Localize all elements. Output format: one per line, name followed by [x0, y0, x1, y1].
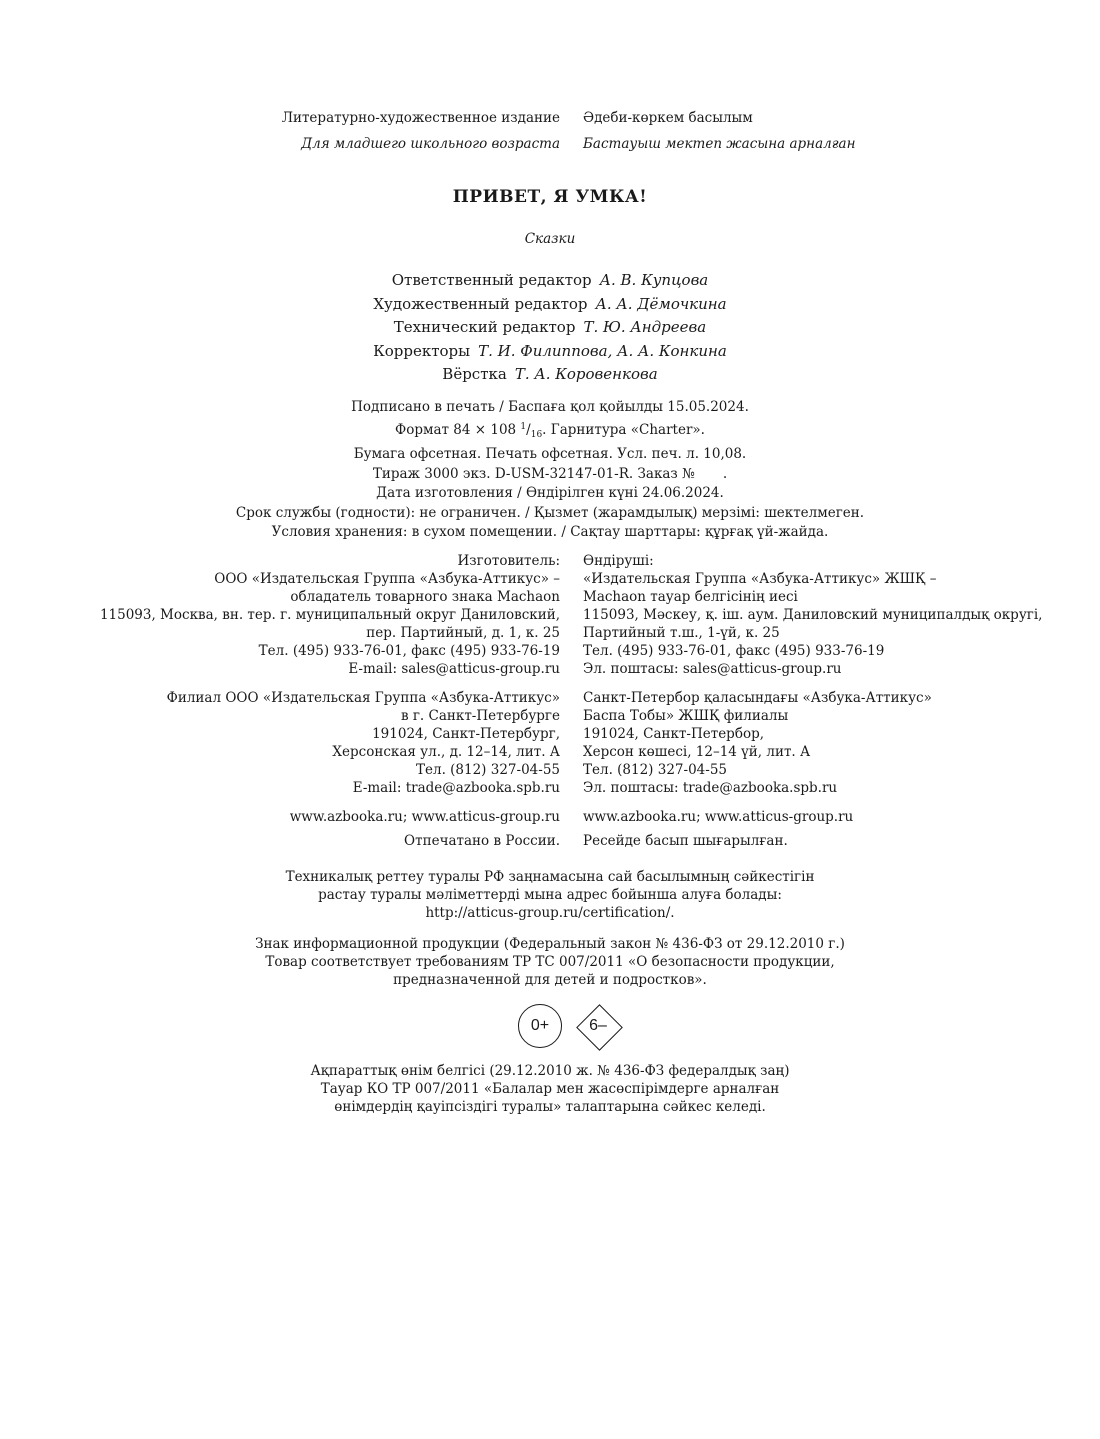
credit-name: Т. Ю. Андреева	[583, 318, 707, 336]
credit-role: Корректоры	[373, 341, 471, 360]
credit-role: Ответственный редактор	[391, 271, 592, 289]
credit-line	[0, 269, 1100, 293]
credit-line	[0, 340, 1100, 364]
manufacturer-kz-line: Өндіруші:	[583, 553, 654, 569]
paper-line: Бумага офсетная. Печать офсетная. Усл. печ. л. 10,08.	[353, 446, 747, 462]
branch-ru-line: 191024, Санкт-Петербург,	[372, 726, 560, 742]
credit-name: А. В. Купцова	[599, 271, 709, 289]
credits-block	[0, 269, 1100, 387]
manufacturer-kz-line: «Издательская Группа «Азбука-Аттикус» ЖШҚ –	[583, 571, 937, 587]
branch-ru-email: E-mail: trade@azbooka.spb.ru	[352, 780, 560, 796]
info-sign-kz-line: Тауар КО ТР 007/2011 «Балалар мен жасөспірімдерге арналған	[320, 1081, 780, 1097]
manufacturer-kz-line: Machaon тауар белгісінің иесі	[583, 589, 798, 605]
age-rating-diamond-label: 6–	[589, 1017, 607, 1034]
branch-kz-line: Баспа Тобы» ЖШҚ филиалы	[583, 708, 789, 724]
credit-line	[0, 316, 1100, 340]
run-line: Тираж 3000 экз. D-USM-32147-01-R. Заказ № .	[372, 465, 728, 482]
age-rating-diamond-icon	[574, 1002, 622, 1050]
storage-line: Условия хранения: в сухом помещении. / Сақтау шарттары: құрғақ үй-жайда.	[271, 524, 829, 540]
branch-block	[0, 689, 1100, 797]
credit-role: Художественный редактор	[373, 294, 588, 313]
info-sign-kz-line: өнімдердің қауіпсіздігі туралы» талаптарына сәйкес келеді.	[334, 1099, 766, 1115]
certification-url: http://atticus-group.ru/certification/.	[425, 905, 675, 921]
edition-type-kz: Әдеби-көркем басылым	[583, 110, 753, 126]
print-info	[0, 398, 1100, 543]
websites-ru: www.azbooka.ru; www.atticus-group.ru	[289, 809, 560, 825]
signed-line: Подписано в печать / Баспаға қол қойылды 15.05.2024.	[351, 399, 749, 415]
manufacturer-ru-line: пер. Партийный, д. 1, к. 25	[366, 625, 560, 641]
info-sign-ru-line: предназначенной для детей и подростков».	[393, 972, 707, 988]
credit-name: А. А. Дёмочкина	[595, 294, 727, 313]
branch-kz-line: 191024, Санкт-Петербор,	[583, 726, 765, 742]
format-line: Формат 84 × 108 $^1/_{16}$. Гарнитура «Charter».	[395, 421, 705, 440]
info-sign-ru-line: Знак информационной продукции (Федеральный закон № 436-ФЗ от 29.12.2010 г.)	[255, 936, 845, 952]
age-group-ru: Для младшего школьного возраста	[301, 136, 560, 152]
manufacturer-ru-line: ООО «Издательская Группа «Азбука-Аттикус» –	[214, 571, 560, 587]
credit-role: Технический редактор	[393, 318, 576, 336]
manufacturer-kz-line: Партийный т.ш., 1-үй, к. 25	[583, 625, 780, 641]
branch-ru-line: Тел. (812) 327-04-55	[416, 762, 560, 778]
info-sign-kz-block	[0, 1062, 1100, 1116]
printed-ru: Отпечатано в России.	[404, 833, 560, 849]
manufacturer-ru-email: E-mail: sales@atticus-group.ru	[348, 661, 560, 677]
branch-kz-line: Херсон көшесі, 12–14 үй, лит. А	[583, 744, 811, 760]
manufacturer-ru-line: Изготовитель:	[457, 553, 560, 569]
edition-header	[0, 109, 1100, 153]
branch-ru-line: Херсонская ул., д. 12–14, лит. А	[332, 744, 560, 760]
certification-block	[0, 868, 1100, 922]
branch-kz-line: Тел. (812) 327-04-55	[583, 762, 727, 778]
shelf-life-line: Срок службы (годности): не ограничен. / Қызмет (жарамдылық) мерзімі: шектелмеген.	[235, 504, 865, 521]
manufacturer-kz-email: Эл. поштасы: sales@atticus-group.ru	[583, 661, 842, 677]
websites-block	[0, 808, 1100, 850]
book-subtitle: Сказки	[524, 231, 576, 247]
credit-name: Т. А. Коровенкова	[514, 365, 658, 383]
manufacturer-ru-line: Тел. (495) 933-76-01, факс (495) 933-76-19	[258, 643, 560, 659]
credit-role: Вёрстка	[442, 365, 507, 383]
age-group-kz: Бастауыш мектеп жасына арналған	[583, 136, 856, 152]
manufacturer-kz-line: 115093, Мәскеу, қ. іш. аум. Даниловский муниципалдық округі,	[583, 607, 1043, 623]
manufacturer-block	[0, 552, 1100, 678]
printed-kz: Ресейде басып шығарылған.	[583, 833, 788, 849]
credit-name: Т. И. Филиппова, А. А. Конкина	[478, 341, 727, 360]
credit-line	[0, 363, 1100, 387]
age-rating-signs	[518, 1002, 628, 1050]
age-rating-circle-icon: 0+	[518, 1004, 562, 1048]
certification-line: Техникалық реттеу туралы РФ заңнамасына сай басылымның сәйкестігін	[285, 869, 815, 885]
manufacturer-ru-line: обладатель товарного знака Machaon	[290, 589, 560, 605]
branch-kz-line: Санкт-Петербор қаласындағы «Азбука-Аттикус»	[583, 690, 932, 706]
production-date-line: Дата изготовления / Өндірілген күні 24.06.2024.	[376, 485, 724, 501]
edition-type-ru: Литературно-художественное издание	[281, 110, 560, 126]
manufacturer-ru-line: 115093, Москва, вн. тер. г. муниципальный округ Даниловский,	[99, 607, 560, 623]
certification-line: растау туралы мәліметтерді мына адрес бойынша алуға болады:	[318, 887, 782, 903]
info-sign-ru-block	[0, 935, 1100, 989]
info-sign-ru-line: Товар соответствует требованиям ТР ТС 007/2011 «О безопасности продукции,	[265, 954, 835, 970]
credit-line	[0, 293, 1100, 317]
websites-kz: www.azbooka.ru; www.atticus-group.ru	[583, 809, 854, 825]
book-title: ПРИВЕТ, Я УМКА!	[452, 187, 648, 207]
branch-ru-line: Филиал ООО «Издательская Группа «Азбука-Аттикус»	[166, 690, 560, 706]
branch-ru-line: в г. Санкт-Петербурге	[400, 708, 560, 724]
branch-kz-email: Эл. поштасы: trade@azbooka.spb.ru	[583, 780, 838, 796]
info-sign-kz-line: Ақпараттық өнім белгісі (29.12.2010 ж. № 436-ФЗ федералдық заң)	[310, 1063, 790, 1079]
manufacturer-kz-line: Тел. (495) 933-76-01, факс (495) 933-76-19	[583, 643, 885, 659]
